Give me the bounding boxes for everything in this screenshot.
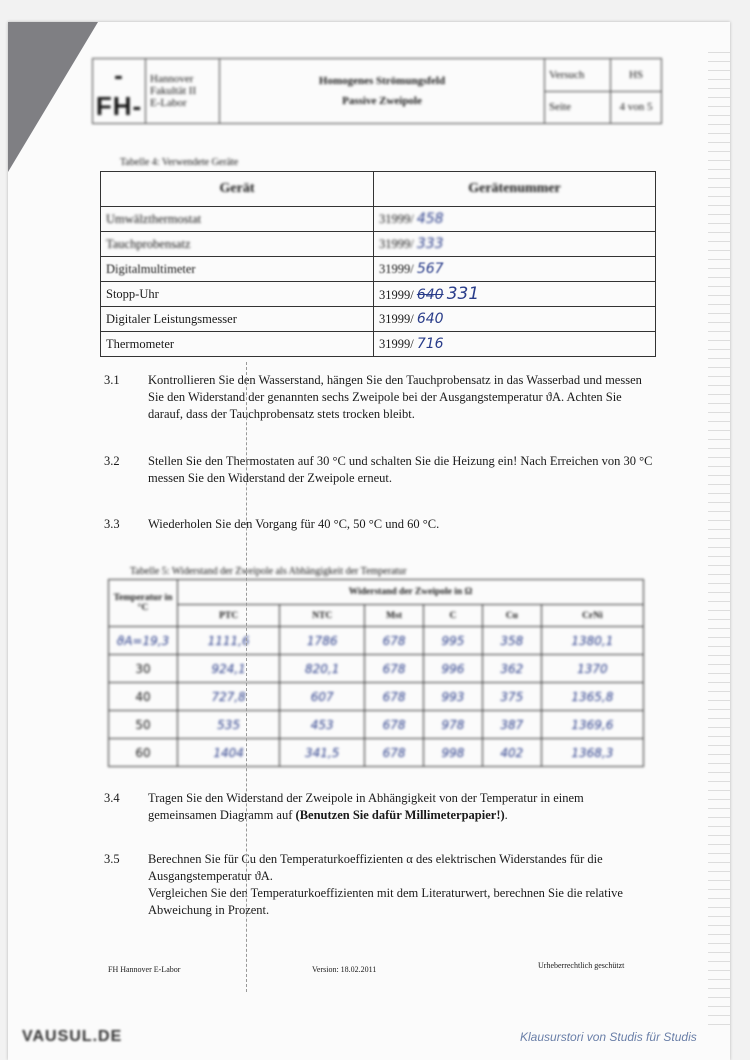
versuch-value: HS xyxy=(611,59,662,92)
temperature-header: Temperatur in °C xyxy=(109,580,178,627)
col-mst: Mst xyxy=(365,605,424,627)
instruction-3-2: 3.2 Stellen Sie den Thermostaten auf 30 °C und schalten Sie die Heizung ein! Nach Erreichen von 30 °C messen Sie den Widerstand der Zweipole erneut. xyxy=(104,454,653,485)
table-row: ϑA=19,3 1111,6 1786 678 995 358 1380,1 xyxy=(109,627,644,655)
table-row: Digitalmultimeter 31999/ 567 xyxy=(101,257,656,282)
scan-edge-ruler xyxy=(708,52,730,1032)
col-ptc: PTC xyxy=(178,605,280,627)
instruction-3-4: 3.4 Tragen Sie den Widerstand der Zweipole in Abhängigkeit von der Temperatur in einem gemeinsamen Diagramm auf (Benutzen Sie dafür Millimeterpapier!). xyxy=(104,791,584,822)
versuch-label: Versuch xyxy=(545,59,611,92)
watermark-text: Klausurstori von Studis für Studis xyxy=(520,1030,697,1044)
footer-version: Version: 18.02.2011 xyxy=(312,965,377,974)
number-column-header: Gerätenummer xyxy=(374,172,656,207)
struck-number: 640 xyxy=(416,287,444,303)
footer-copyright: Urheberrechtlich geschützt xyxy=(538,961,625,970)
emphasis-text: (Benutzen Sie dafür Millimeterpapier!) xyxy=(295,808,505,822)
document-title: Homogenes Strömungsfeld Passive Zweipole xyxy=(220,59,545,124)
institution-block: Hannover Fakultät II E-Labor xyxy=(146,59,220,124)
resistance-group-header: Widerstand der Zweipole in Ω xyxy=(178,580,644,605)
device-table xyxy=(100,171,656,357)
resistance-table xyxy=(108,579,644,767)
table-row: 30 924,1 820,1 678 996 362 1370 xyxy=(109,655,644,683)
col-crni: CrNi xyxy=(541,605,643,627)
scan-corner-fold xyxy=(8,22,98,172)
table-row: 60 1404 341,5 678 998 402 1368,3 xyxy=(109,739,644,767)
watermark-logo: VAUSUL.DE xyxy=(22,1028,123,1045)
footer-left: FH Hannover E-Labor xyxy=(108,965,181,974)
table-row: Digitaler Leistungsmesser 31999/ 640 xyxy=(101,307,656,332)
table4-caption: Tabelle 4: Verwendete Geräte xyxy=(120,157,239,168)
seite-label: Seite xyxy=(545,91,611,124)
col-c: C xyxy=(424,605,483,627)
instruction-3-5: 3.5 Berechnen Sie für Cu den Temperaturkoeffizienten α des elektrischen Widerstandes für die Ausgangstemperatur ϑA. Vergleichen Sie den Temperaturkoeffizienten mit dem Literaturwert, berechnen Sie die relative Abweichung in Prozent. xyxy=(104,852,623,917)
device-column-header: Gerät xyxy=(101,172,374,207)
instruction-3-1: 3.1 Kontrollieren Sie den Wasserstand, hängen Sie den Tauchprobensatz in das Wasserbad und messen Sie den Widerstand der genannten sechs Zweipole bei der Ausgangstemperatur ϑA. Achten Sie darauf, dass der Tauchprobensatz stets trocken bleibt. xyxy=(104,373,642,421)
table-row: Umwälzthermostat 31999/ 458 xyxy=(101,207,656,232)
table-row: Thermometer 31999/ 716 xyxy=(101,332,656,357)
table-row: Tauchprobensatz 31999/ 333 xyxy=(101,232,656,257)
fh-logo: -FH- xyxy=(93,59,146,124)
col-cu: Cu xyxy=(482,605,541,627)
scan-crease-line xyxy=(246,362,247,992)
document-header xyxy=(92,58,662,124)
table5-caption: Tabelle 5: Widerstand der Zweipole als Abhängigkeit der Temperatur xyxy=(130,566,407,577)
table-row: 40 727,8 607 678 993 375 1365,8 xyxy=(109,683,644,711)
table-row: Stopp-Uhr 31999/ 640 331 xyxy=(101,282,656,307)
table-row: 50 535 453 678 978 387 1369,6 xyxy=(109,711,644,739)
seite-value: 4 von 5 xyxy=(611,91,662,124)
col-ntc: NTC xyxy=(280,605,365,627)
instruction-3-3: 3.3 Wiederholen Sie den Vorgang für 40 °C, 50 °C und 60 °C. xyxy=(104,517,440,531)
